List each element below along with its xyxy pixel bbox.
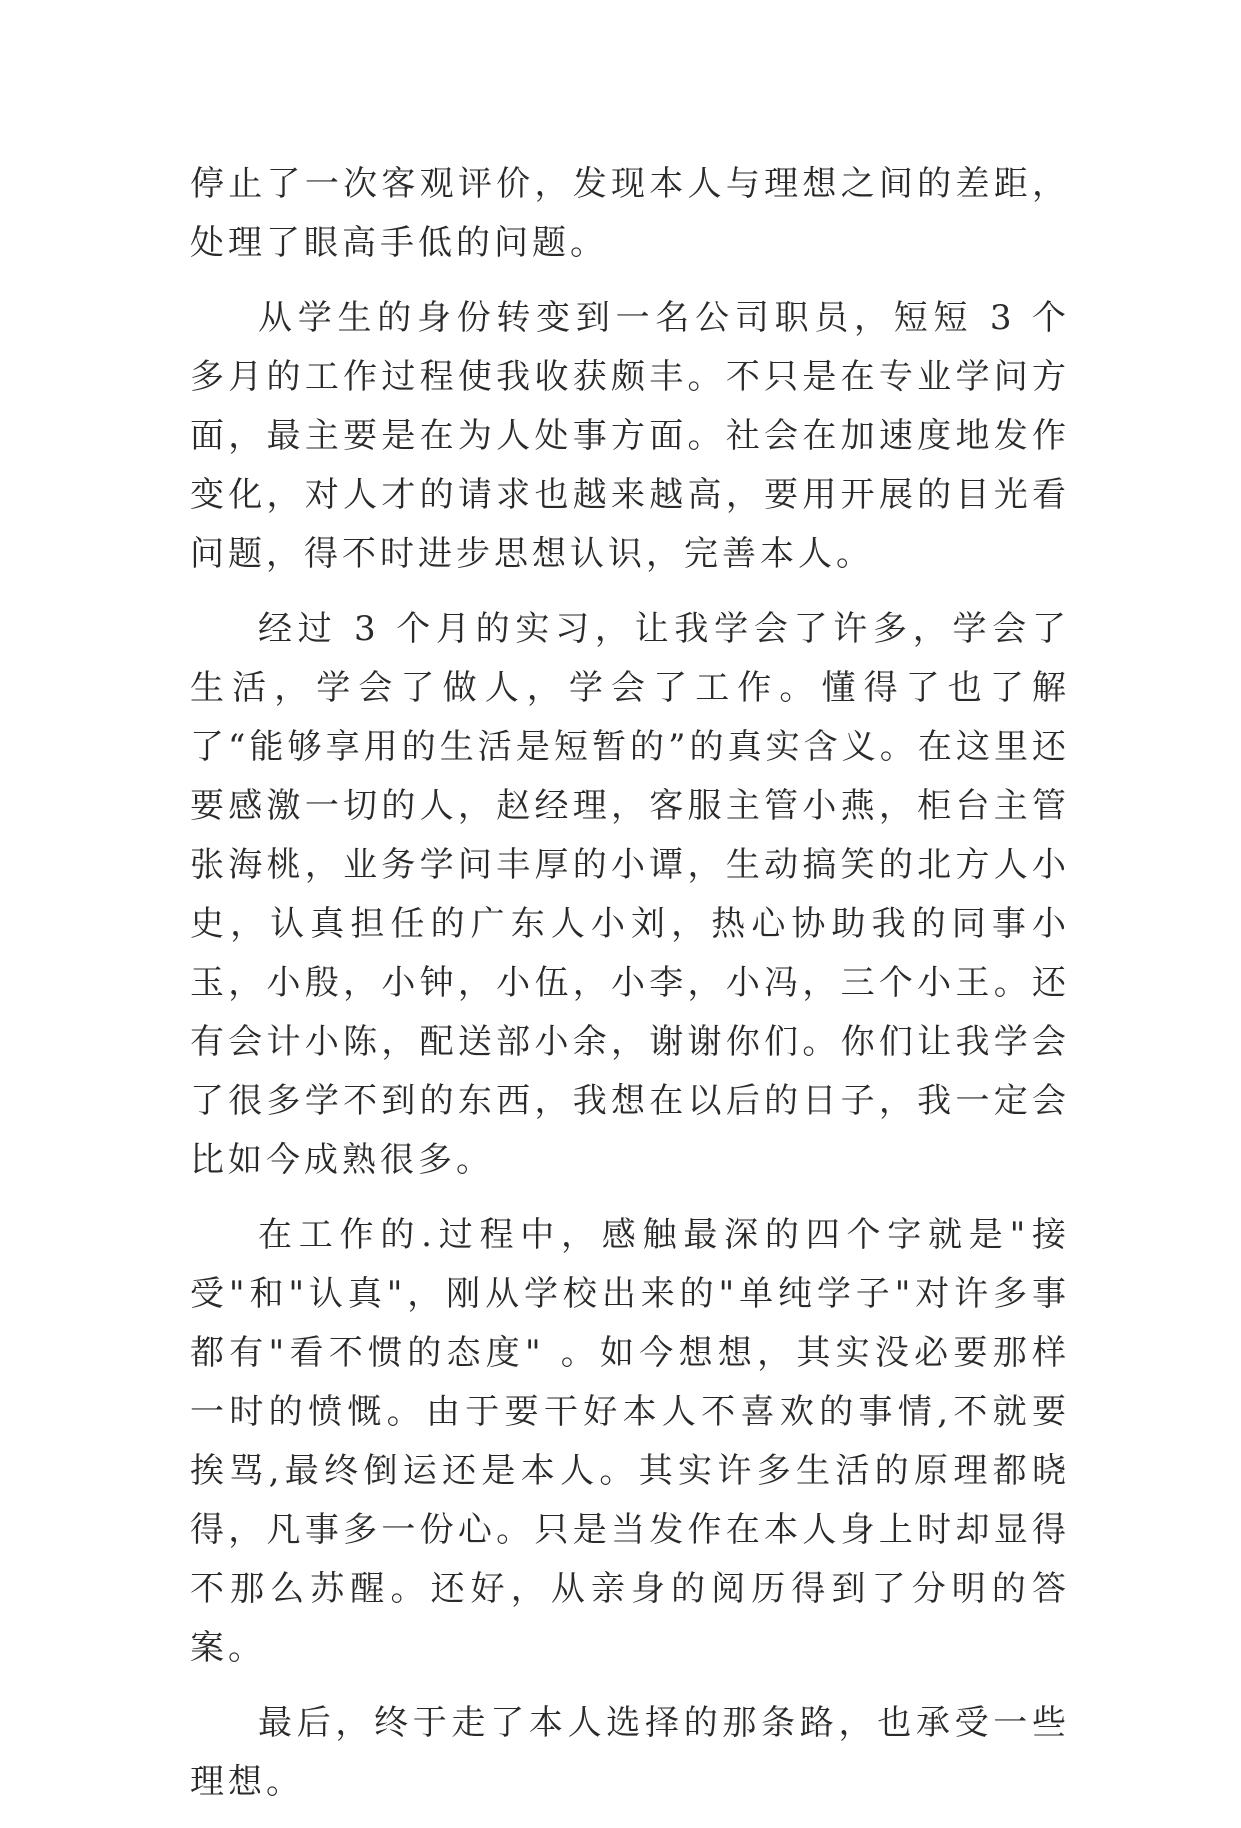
paragraph-3: 经过 3 个月的实习，让我学会了许多，学会了生活，学会了做人，学会了工作。懂得了也了解了“能够享用的生活是短暂的”的真实含义。在这里还要感激一切的人，赵经理，客服主管小燕，柜台主管张海桃，业务学问丰厚的小谭，生动搞笑的北方人小史，认真担任的广东人小刘，热心协助我的同事小玉，小殷，小钟，小伍，小李，小冯，三个小王。还有会计小陈，配送部小余，谢谢你们。你们让我学会了很多学不到的东西，我想在以后的日子，我一定会比如今成熟很多。	[190, 609, 1070, 1180]
paragraph-5: 最后，终于走了本人选择的那条路，也承受一些理想。	[190, 1703, 1070, 1802]
paragraph-4: 在工作的.过程中，感触最深的四个字就是"接受"和"认真"，刚从学校出来的"单纯学子"对许多事都有"看不惯的态度" 。如今想想，其实没必要那样一时的愤慨。由于要干好本人不喜欢的事情,不就要挨骂,最终倒运还是本人。其实许多生活的原理都晓得，凡事多一份心。只是当发作在本人身上时却显得不那么苏醒。还好，从亲身的阅历得到了分明的答案。	[190, 1215, 1070, 1668]
paragraph-1: 停止了一次客观评价，发现本人与理想之间的差距，处理了眼高手低的问题。	[190, 164, 1070, 263]
document-body	[190, 155, 1070, 1828]
paragraph-2: 从学生的身份转变到一名公司职员，短短 3 个多月的工作过程使我收获颇丰。不只是在专业学问方面，最主要是在为人处事方面。社会在加速度地发作变化，对人才的请求也越来越高，要用开展的目光看问题，得不时进步思想认识，完善本人。	[190, 298, 1070, 574]
